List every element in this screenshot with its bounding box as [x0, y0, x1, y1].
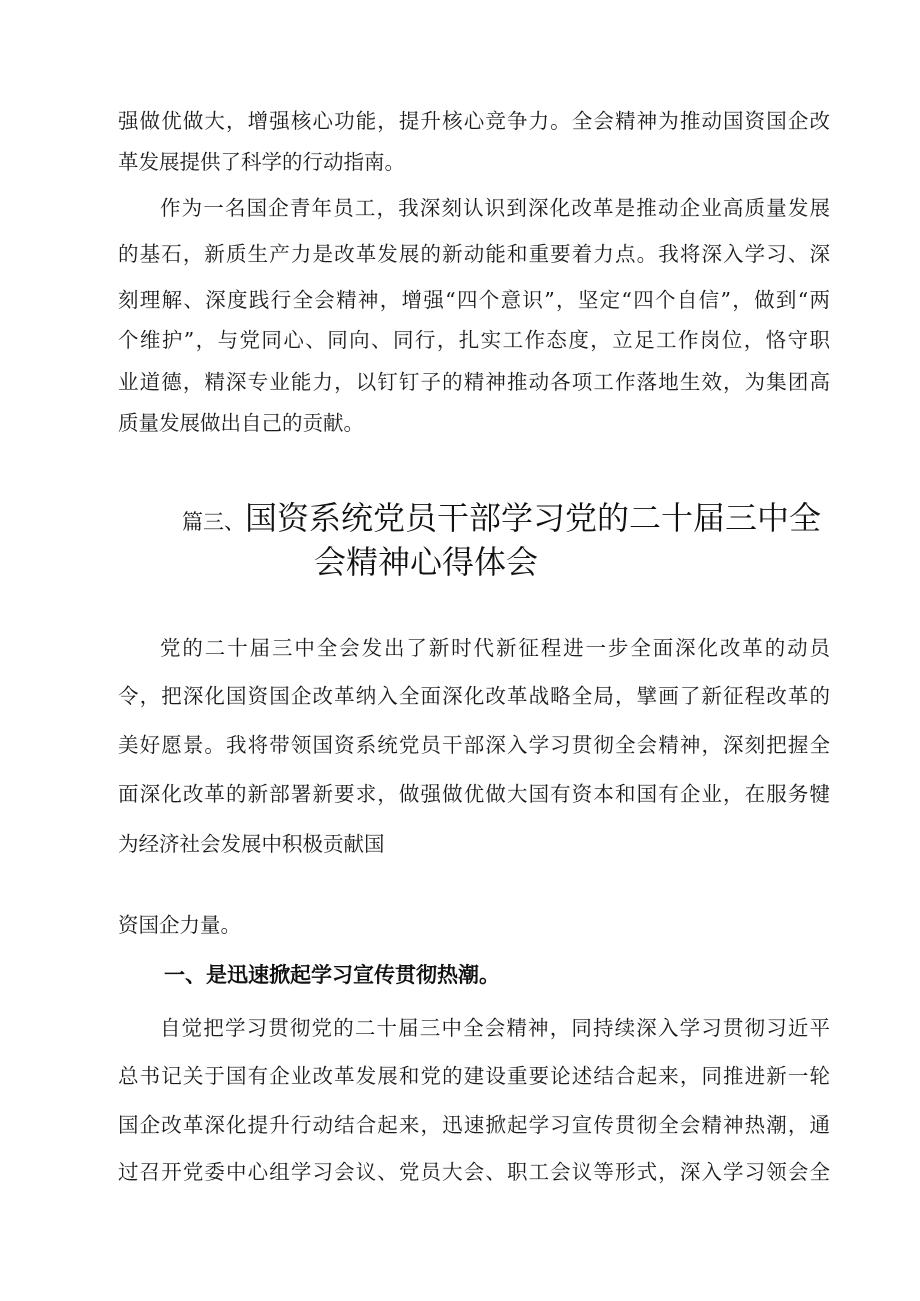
paragraph-4-line-2: 总书记关于国有企业改革发展和党的建设重要论述结合起来，同推进新一轮: [118, 1064, 830, 1088]
section-title-text: 国资系统党员干部学习党的二十届三中全: [245, 499, 822, 537]
paragraph-4-line-4: 过召开党委中心组学习会议、党员大会、职工会议等形式，深入学习领会全: [118, 1160, 830, 1184]
subheading-1: 一、是迅速掀起学习宣传贯彻热潮。: [164, 963, 500, 987]
paragraph-2-line-4: 个维护”，与党同心、同向、同行，扎实工作态度，立足工作岗位，恪守职: [118, 328, 830, 352]
paragraph-3-line-4: 面深化改革的新部署新要求，做强做优做大国有资本和国有企业，在服务犍: [118, 782, 830, 806]
paragraph-1-line-1: 强做优做大，增强核心功能，提升核心竞争力。全会精神为推动国资国企改: [118, 109, 830, 133]
paragraph-3-line-2: 令，把深化国资国企改革纳入全面深化改革战略全局，擘画了新征程改革的: [118, 684, 830, 708]
paragraph-3-continuation: 资国企力量。: [118, 913, 241, 937]
paragraph-4-line-1: 自觉把学习贯彻党的二十届三中全会精神，同持续深入学习贯彻习近平: [160, 1016, 830, 1040]
paragraph-2-line-2: 的基石，新质生产力是改革发展的新动能和重要着力点。我将深入学习、深: [118, 242, 830, 266]
paragraph-2-line-3: 刻理解、深度践行全会精神，增强“四个意识”，坚定“四个自信”，做到“两: [118, 288, 830, 312]
paragraph-3-line-3: 美好愿景。我将带领国资系统党员干部深入学习贯彻全会精神，深刻把握全: [118, 733, 830, 757]
paragraph-4-line-3: 国企改革深化提升行动结合起来，迅速掀起学习宣传贯彻全会精神热潮，通: [118, 1113, 830, 1137]
paragraph-1-line-2: 革发展提供了科学的行动指南。: [118, 150, 405, 174]
paragraph-3-line-1: 党的二十届三中全会发出了新时代新征程进一步全面深化改革的动员: [160, 636, 830, 660]
paragraph-2-line-6: 质量发展做出自己的贡献。: [118, 411, 364, 435]
section-title-line-1: [182, 496, 821, 544]
section-title-prefix: 篇三、: [182, 510, 245, 534]
section-title-line-2: 会精神心得体会: [314, 543, 539, 581]
paragraph-2-line-1: 作为一名国企青年员工，我深刻认识到深化改革是推动企业高质量发展: [160, 196, 830, 220]
paragraph-3-line-5: 为经济社会发展中积极贡献国: [118, 832, 385, 856]
paragraph-2-line-5: 业道德，精深专业能力，以钉钉子的精神推动各项工作落地生效，为集团高: [118, 370, 830, 394]
